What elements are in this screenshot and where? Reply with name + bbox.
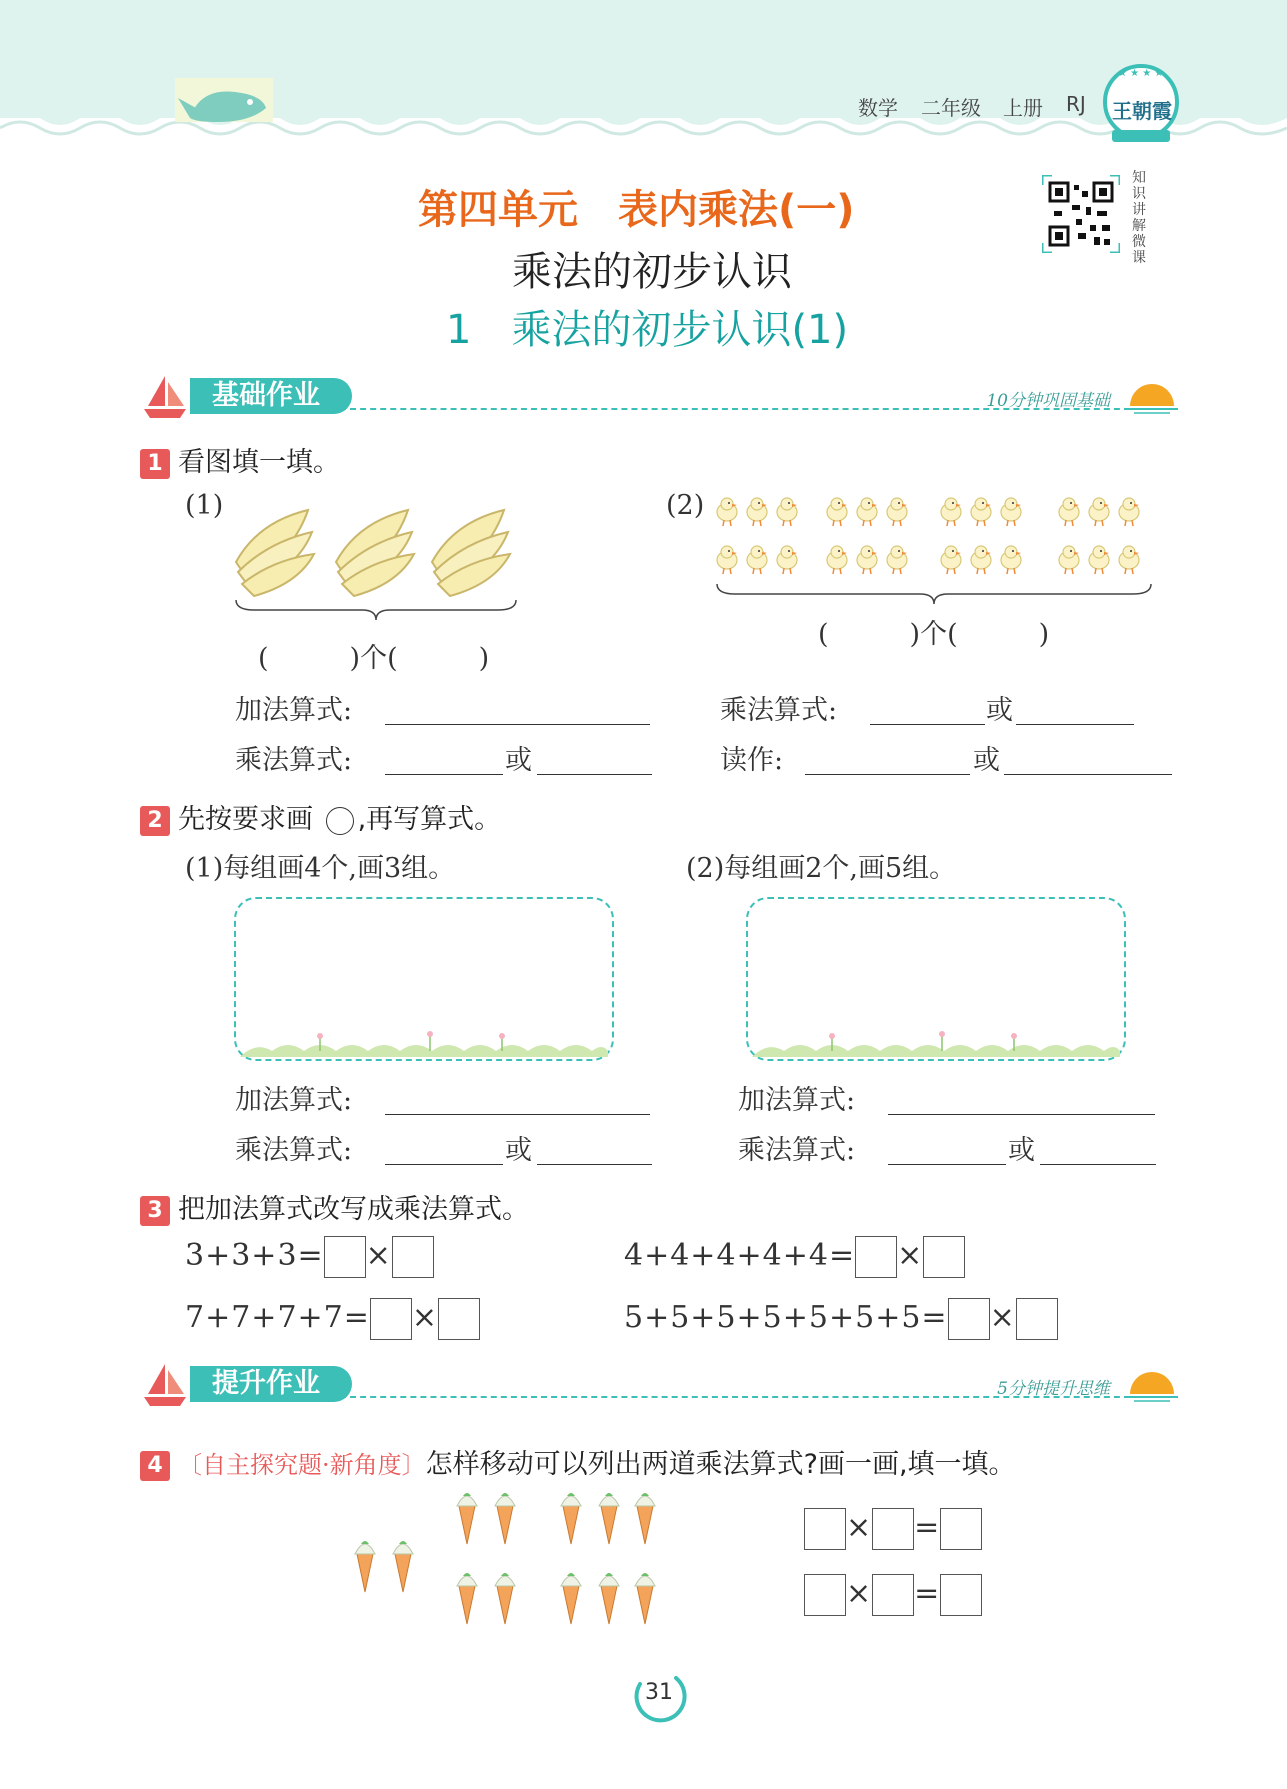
- q3-expr-2: 4+4+4+4+4=: [624, 1238, 856, 1273]
- qr-label: 知识讲解微课: [1132, 170, 1146, 266]
- ice-cream-cones-image: [345, 1482, 665, 1642]
- answer-box[interactable]: [804, 1508, 846, 1550]
- times-sign: ×: [365, 1238, 392, 1273]
- q1-part1-mul-label: 乘法算式:: [235, 745, 353, 776]
- banana-bunch-1: [236, 510, 314, 596]
- q3-heading: [140, 1187, 529, 1226]
- q2-part2-drawing-area[interactable]: [746, 897, 1126, 1061]
- q4-number: 4: [140, 1451, 170, 1481]
- q1-part2-mul-blank-2[interactable]: [1016, 694, 1134, 725]
- chick-group-4: [1059, 498, 1139, 574]
- q1-part2-or: 或: [986, 695, 1013, 726]
- answer-box[interactable]: [1016, 1298, 1058, 1340]
- q3-expr-4: 5+5+5+5+5+5+5=: [624, 1300, 948, 1335]
- banana-bunches-image: [228, 502, 528, 612]
- answer-box[interactable]: [438, 1298, 480, 1340]
- answer-box[interactable]: [940, 1508, 982, 1550]
- q2-part1-mul-label: 乘法算式:: [235, 1135, 353, 1166]
- answer-box[interactable]: [948, 1298, 990, 1340]
- sunrise-icon: [1124, 1364, 1180, 1404]
- times-sign: ×: [989, 1300, 1016, 1335]
- q2-part1-add-label: 加法算式:: [235, 1085, 353, 1116]
- times-sign: ×: [846, 1510, 873, 1545]
- qr-code-icon[interactable]: [1042, 175, 1120, 253]
- brace-icon: [234, 598, 518, 622]
- q2-part1-drawing-area[interactable]: [234, 897, 614, 1061]
- q2-part1-mul-blank-2[interactable]: [537, 1134, 652, 1165]
- answer-box[interactable]: [392, 1236, 434, 1278]
- q3-item-4: [624, 1298, 1058, 1340]
- header-volume: 上册: [1003, 96, 1043, 120]
- section-basic-label: 基础作业: [190, 378, 352, 414]
- q1-part2-read-or: 或: [973, 745, 1000, 776]
- q1-part2-mul-label: 乘法算式:: [720, 695, 838, 726]
- header-wave-band: [0, 0, 1287, 150]
- section-banner-advanced: [140, 1360, 1180, 1410]
- answer-box[interactable]: [940, 1574, 982, 1616]
- cone-group-middle: [457, 1493, 515, 1624]
- section-basic-time: 10分钟巩固基础: [986, 391, 1110, 411]
- q1-part1-or: 或: [505, 745, 532, 776]
- sailboat-icon: [140, 372, 190, 422]
- section-advanced-time: 5分钟提升思维: [997, 1379, 1110, 1399]
- q2-part2-add-label: 加法算式:: [738, 1085, 856, 1116]
- q1-part2-read-blank-2[interactable]: [1004, 744, 1172, 775]
- sailboat-icon: [140, 1360, 190, 1410]
- q1-part1-add-blank[interactable]: [385, 694, 650, 725]
- q3-item-2: [624, 1236, 965, 1278]
- q4-tag: 〔自主探究题·新角度〕: [178, 1451, 426, 1479]
- cone-group-right: [561, 1493, 655, 1624]
- q2-part1-add-blank[interactable]: [385, 1084, 650, 1115]
- q2-number: 2: [140, 806, 170, 836]
- equals-sign: =: [914, 1510, 941, 1545]
- section-banner-basic: [140, 372, 1180, 422]
- whale-icon: [175, 78, 273, 122]
- q2-part2-or: 或: [1008, 1135, 1035, 1166]
- q1-part2-read-label: 读作:: [720, 745, 784, 776]
- times-sign: ×: [897, 1238, 924, 1273]
- q1-heading: [140, 440, 340, 479]
- q1-prompt: 看图填一填。: [178, 447, 340, 478]
- svg-text:★ ★ ★ ★: ★ ★ ★ ★: [1118, 68, 1164, 79]
- answer-box[interactable]: [804, 1574, 846, 1616]
- answer-box[interactable]: [324, 1236, 366, 1278]
- page-number: 31: [645, 1680, 673, 1705]
- cone-group-left: [355, 1541, 413, 1592]
- chick-group-1: [717, 498, 797, 574]
- chick-group-2: [827, 498, 907, 574]
- q2-part2-mul-label: 乘法算式:: [738, 1135, 856, 1166]
- q2-part1-mul-blank-1[interactable]: [385, 1134, 503, 1165]
- q2-prompt-before: 先按要求画: [178, 804, 313, 835]
- grass-decoration: [240, 1029, 608, 1057]
- banana-bunch-3: [432, 510, 510, 596]
- q2-part2-mul-blank-1[interactable]: [888, 1134, 1006, 1165]
- banana-bunch-2: [336, 510, 414, 596]
- q1-part2-fill[interactable]: ( )个( ): [818, 619, 1050, 650]
- grass-decoration: [752, 1029, 1120, 1057]
- q3-prompt: 把加法算式改写成乘法算式。: [178, 1194, 529, 1225]
- q1-part1-mul-blank-1[interactable]: [385, 744, 503, 775]
- q1-part2-mul-blank-1[interactable]: [870, 694, 985, 725]
- q4-equation-1: [804, 1508, 982, 1550]
- sunrise-icon: [1124, 376, 1180, 416]
- header-subject: 数学: [858, 96, 898, 120]
- q2-part2-text: (2)每组画2个,画5组。: [686, 853, 957, 884]
- times-sign: ×: [411, 1300, 439, 1335]
- q2-part2-add-blank[interactable]: [888, 1084, 1155, 1115]
- answer-box[interactable]: [923, 1236, 965, 1278]
- q4-heading: [140, 1442, 1016, 1481]
- q2-part1-text: (1)每组画4个,画3组。: [185, 853, 456, 884]
- q2-part1-or: 或: [505, 1135, 532, 1166]
- q2-prompt-after: ,再写算式。: [357, 804, 502, 835]
- q1-part2-read-blank-1[interactable]: [805, 744, 970, 775]
- chick-group-3: [941, 498, 1021, 574]
- q2-part2-mul-blank-2[interactable]: [1040, 1134, 1156, 1165]
- times-sign: ×: [846, 1576, 873, 1611]
- answer-box[interactable]: [855, 1236, 897, 1278]
- q1-number: 1: [140, 449, 170, 479]
- q3-item-3: [185, 1298, 480, 1340]
- q1-part1-label: (1): [185, 490, 224, 521]
- header-edition: RJ: [1066, 92, 1086, 116]
- q3-expr-1: 3+3+3=: [185, 1238, 324, 1273]
- circle-shape-icon: [326, 807, 354, 835]
- header-grade: 二年级: [921, 96, 981, 120]
- answer-box[interactable]: [872, 1508, 914, 1550]
- logo-text: 王朝霞: [1112, 99, 1172, 123]
- q4-prompt: 怎样移动可以列出两道乘法算式?画一画,填一填。: [425, 1449, 1016, 1480]
- equals-sign: =: [914, 1576, 941, 1611]
- answer-box[interactable]: [370, 1298, 412, 1340]
- q4-equation-2: [804, 1574, 982, 1616]
- q3-item-1: [185, 1236, 434, 1278]
- unit-title: 第四单元 表内乘法(一): [418, 187, 855, 233]
- lesson-title: 1 乘法的初步认识(1): [446, 307, 849, 353]
- answer-box[interactable]: [872, 1574, 914, 1616]
- q3-expr-3: 7+7+7+7=: [185, 1300, 370, 1335]
- q2-heading: [140, 797, 501, 836]
- brace-icon: [715, 582, 1153, 606]
- q3-number: 3: [140, 1196, 170, 1226]
- q1-part2-label: (2): [666, 490, 705, 521]
- q1-part1-fill[interactable]: ( )个( ): [258, 643, 490, 674]
- chicks-image: [712, 490, 1154, 588]
- q1-part1-mul-blank-2[interactable]: [537, 744, 652, 775]
- q1-part1-add-label: 加法算式:: [235, 695, 353, 726]
- section-title: 乘法的初步认识: [512, 249, 792, 295]
- section-advanced-label: 提升作业: [190, 1366, 352, 1402]
